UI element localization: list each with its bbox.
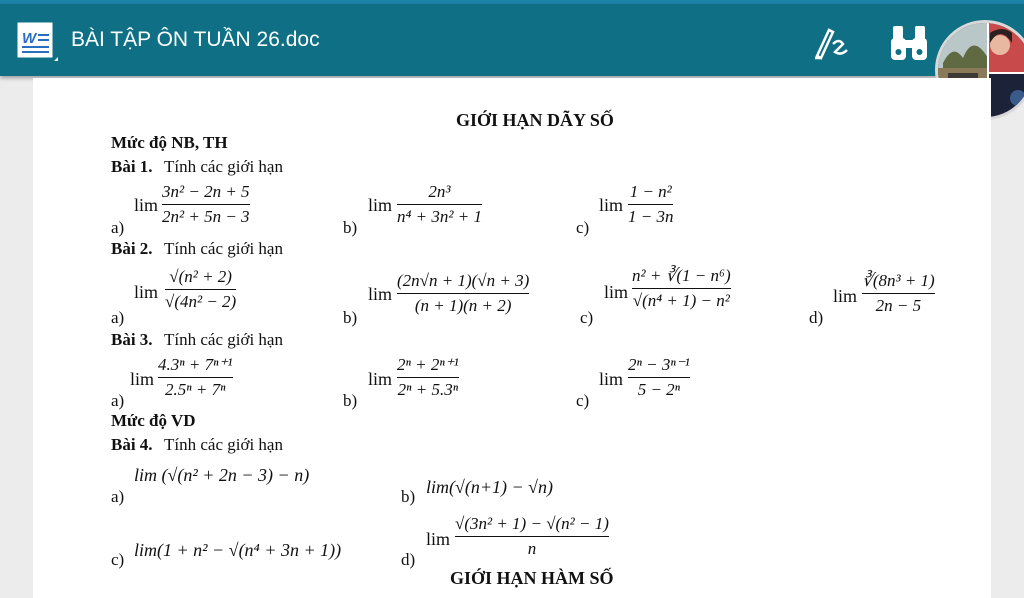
- lim-4d: lim: [426, 529, 451, 549]
- item-4d-label: d): [401, 550, 416, 569]
- lim-3b: lim: [368, 369, 393, 389]
- level-label: Mức độ NB, TH: [111, 133, 228, 152]
- next-section-heading: GIỚI HẠN HÀM SỐ: [450, 568, 614, 588]
- fraction-2d: ∛(8n³ + 1) 2n − 5: [862, 271, 935, 315]
- item-2a-label: a): [111, 308, 125, 327]
- fraction-3b: 2ⁿ + 2ⁿ⁺¹ 2ⁿ + 5.3ⁿ: [397, 355, 459, 399]
- item-3b-label: b): [343, 391, 358, 410]
- item-1c-label: c): [576, 218, 590, 237]
- lim-3a: lim: [130, 369, 155, 389]
- fraction-1b: 2n³ n⁴ + 3n² + 1: [397, 182, 482, 226]
- exercise-2-instruction: Tính các giới hạn: [164, 239, 283, 258]
- item-2b-label: b): [343, 308, 358, 327]
- exercise-3-label: Bài 3.: [111, 330, 153, 349]
- item-4a-label: a): [111, 487, 125, 506]
- document-title: BÀI TẬP ÔN TUẦN 26.doc: [71, 28, 320, 51]
- lim-1b: lim: [368, 195, 393, 215]
- fraction-4d: √(3n² + 1) − √(n² − 1) n: [455, 514, 609, 558]
- fraction-1c: 1 − n² 1 − 3n: [628, 182, 674, 226]
- lim-1a: lim: [134, 195, 159, 215]
- exercise-3-instruction: Tính các giới hạn: [164, 330, 283, 349]
- item-3c-label: c): [576, 391, 590, 410]
- fraction-2c: n² + ∛(1 − n⁶) √(n⁴ + 1) − n²: [632, 266, 731, 310]
- lim-1c: lim: [599, 195, 624, 215]
- fraction-2b: (2n√n + 1)(√n + 3) (n + 1)(n + 2): [397, 271, 530, 315]
- exercise-2-label: Bài 2.: [111, 239, 153, 258]
- section-heading: GIỚI HẠN DÃY SỐ: [456, 110, 614, 130]
- item-2d-label: d): [809, 308, 824, 327]
- expression-4c: lim(1 + n² − √(n⁴ + 3n + 1)): [134, 540, 342, 560]
- item-4b-label: b): [401, 487, 416, 506]
- svg-text:W: W: [22, 30, 37, 47]
- item-4c-label: c): [111, 550, 125, 569]
- fraction-3c: 2ⁿ − 3ⁿ⁻¹ 5 − 2ⁿ: [628, 355, 690, 399]
- level-label-vd: Mức độ VD: [111, 411, 196, 430]
- fraction-2a: √(n² + 2) √(4n² − 2): [165, 267, 237, 311]
- item-3a-label: a): [111, 391, 125, 410]
- item-1a-label: a): [111, 218, 125, 237]
- fraction-1a: 3n² − 2n + 5 2n² + 5n − 3: [162, 182, 250, 226]
- lim-2a: lim: [134, 282, 159, 302]
- exercise-1-instruction: Tính các giới hạn: [164, 157, 283, 176]
- exercise-1-label: Bài 1.: [111, 157, 153, 176]
- lim-2d: lim: [833, 286, 858, 306]
- exercise-4-instruction: Tính các giới hạn: [164, 435, 283, 454]
- lim-2b: lim: [368, 284, 393, 304]
- lim-3c: lim: [599, 369, 624, 389]
- item-2c-label: c): [580, 308, 594, 327]
- item-1b-label: b): [343, 218, 358, 237]
- expression-4b: lim(√(n+1) − √n): [426, 477, 554, 497]
- lim-2c: lim: [604, 282, 629, 302]
- expression-4a: lim (√(n² + 2n − 3) − n): [134, 465, 310, 485]
- fraction-3a: 4.3ⁿ + 7ⁿ⁺¹ 2.5ⁿ + 7ⁿ: [158, 355, 233, 399]
- exercise-4-label: Bài 4.: [111, 435, 153, 454]
